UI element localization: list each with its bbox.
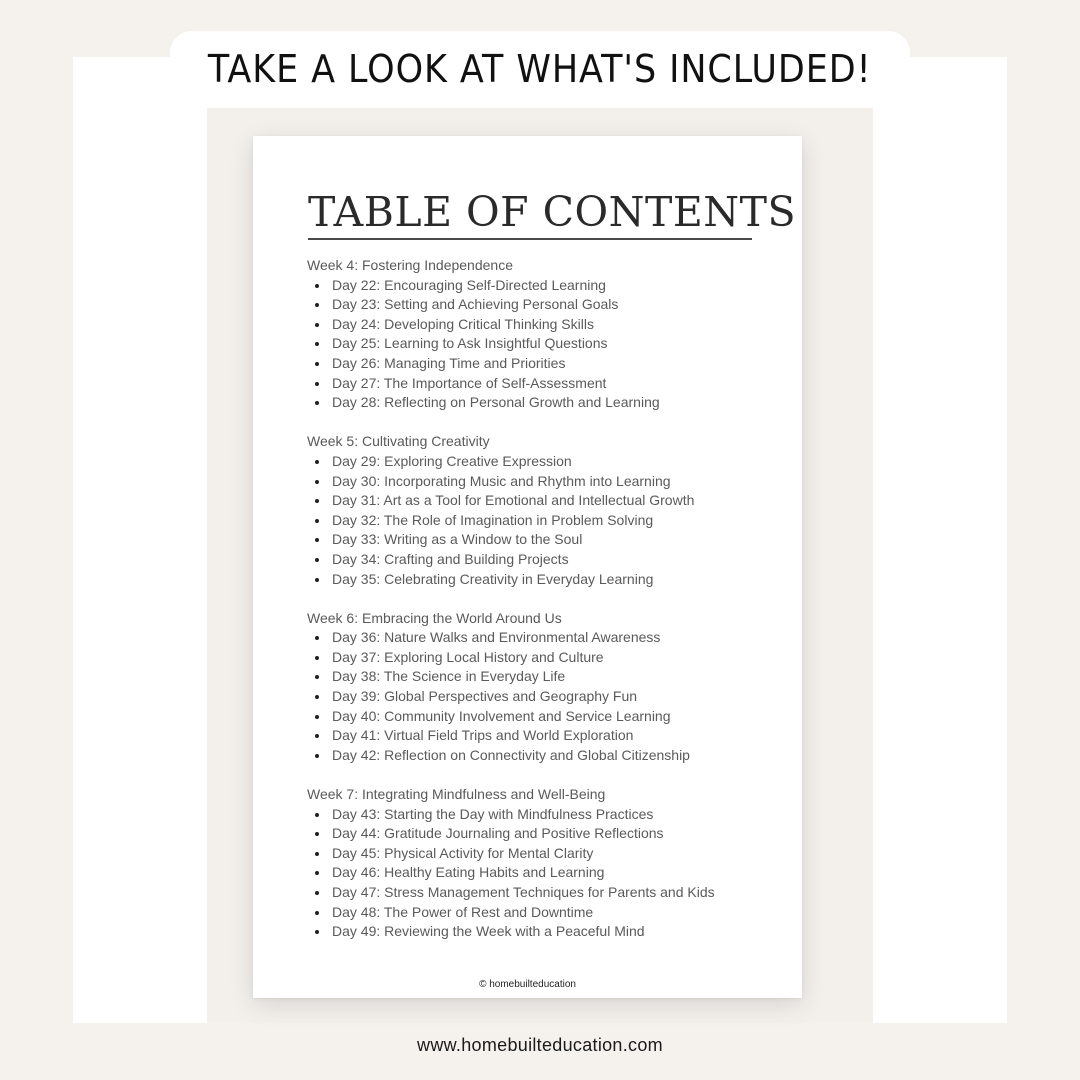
day-list <box>307 628 777 765</box>
day-item: Day 33: Writing as a Window to the Soul <box>307 530 777 550</box>
day-item: Day 43: Starting the Day with Mindfulness Practices <box>307 805 777 825</box>
day-item: Day 34: Crafting and Building Projects <box>307 550 777 570</box>
banner <box>170 31 910 107</box>
toc-body <box>307 256 777 961</box>
day-item: Day 24: Developing Critical Thinking Skills <box>307 315 777 335</box>
week-title: Week 7: Integrating Mindfulness and Well-Being <box>307 786 606 803</box>
week-title: Week 6: Embracing the World Around Us <box>307 609 562 626</box>
day-item: Day 47: Stress Management Techniques for Parents and Kids <box>307 883 777 903</box>
toc-title: TABLE OF CONTENTS <box>308 188 797 236</box>
day-item: Day 44: Gratitude Journaling and Positive Reflections <box>307 824 777 844</box>
day-item: Day 42: Reflection on Connectivity and Global Citizenship <box>307 746 777 766</box>
copyright-credit: © homebuilteducation <box>479 979 576 990</box>
banner-title: TAKE A LOOK AT WHAT'S INCLUDED! <box>208 47 872 91</box>
day-item: Day 23: Setting and Achieving Personal Goals <box>307 295 777 315</box>
day-item: Day 45: Physical Activity for Mental Clarity <box>307 844 777 864</box>
day-list <box>307 805 777 942</box>
day-item: Day 29: Exploring Creative Expression <box>307 452 777 472</box>
website-url: www.homebuilteducation.com <box>417 1035 663 1055</box>
week-title: Week 4: Fostering Independence <box>307 257 513 273</box>
day-item: Day 32: The Role of Imagination in Problem Solving <box>307 511 777 531</box>
day-item: Day 36: Nature Walks and Environmental Awareness <box>307 628 777 648</box>
day-list <box>307 276 777 413</box>
week-section <box>307 609 777 766</box>
day-item: Day 39: Global Perspectives and Geography Fun <box>307 687 777 707</box>
week-title: Week 5: Cultivating Creativity <box>307 433 490 450</box>
day-item: Day 48: The Power of Rest and Downtime <box>307 903 777 923</box>
day-item: Day 27: The Importance of Self-Assessment <box>307 374 777 394</box>
day-item: Day 25: Learning to Ask Insightful Questions <box>307 334 777 354</box>
week-section <box>307 432 777 589</box>
day-item: Day 28: Reflecting on Personal Growth and Learning <box>307 393 777 413</box>
day-item: Day 41: Virtual Field Trips and World Exploration <box>307 726 777 746</box>
day-item: Day 46: Healthy Eating Habits and Learning <box>307 863 777 883</box>
toc-page <box>253 136 802 998</box>
day-item: Day 22: Encouraging Self-Directed Learning <box>307 276 777 296</box>
day-item: Day 37: Exploring Local History and Culture <box>307 648 777 668</box>
day-item: Day 35: Celebrating Creativity in Everyday Learning <box>307 570 777 590</box>
day-list <box>307 452 777 589</box>
week-section <box>307 785 777 942</box>
day-item: Day 49: Reviewing the Week with a Peaceful Mind <box>307 922 777 942</box>
day-item: Day 26: Managing Time and Priorities <box>307 354 777 374</box>
day-item: Day 30: Incorporating Music and Rhythm into Learning <box>307 472 777 492</box>
day-item: Day 31: Art as a Tool for Emotional and Intellectual Growth <box>307 491 777 511</box>
day-item: Day 38: The Science in Everyday Life <box>307 667 777 687</box>
day-item: Day 40: Community Involvement and Service Learning <box>307 707 777 727</box>
week-section <box>307 256 777 413</box>
title-underline <box>308 238 752 240</box>
